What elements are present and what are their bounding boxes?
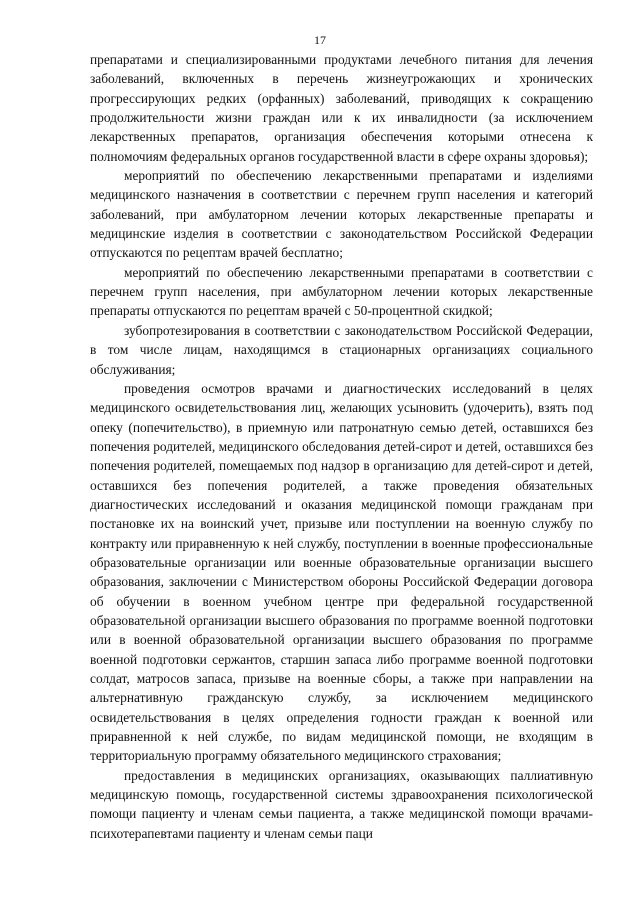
paragraph-palliative-care: предоставления в медицинских организациях, оказывающих паллиативную медицинскую помощь, государственной системы здравоохранения психологической помощи пациенту и членам семьи пациента, а также медицинской помощи врачами-психотерапевтами пациенту и членам семьи паци xyxy=(90,767,593,841)
paragraph-dental-prosthetics: зубопротезирования в соответствии с законодательством Российской Федерации, в том числе лицам, находящимся в стационарных организациях социального обслуживания; xyxy=(90,322,593,377)
document-body xyxy=(90,50,593,843)
paragraph-medical-examinations: проведения осмотров врачами и диагностических исследований в целях медицинского освидетельствования лиц, желающих усыновить (удочерить), взять под опеку (попечительство), в приемную или патронатную семью детей, оставшихся без попечения родителей, медицинского обследования детей-сирот и детей, оставшихся без попечения родителей, помещаемых под надзор в организацию для детей-сирот и детей, оставшихся без попечения родителей, а также проведения обязательных диагностических исследований и оказания медицинской помощи гражданам при постановке их на воинский учет, призыве или поступлении на военную службу по контракту или приравненную к ней службу, поступлении в военные профессиональные образовательные организации или военные образовательные организации высшего образования, заключении с Министерством обороны Российской Федерации договора об обучении в военном учебном центре при федеральной государственной образовательной организации высшего образования по программе военной подготовки или в военной образовательной организации высшего образования по программе военной подготовки сержантов, старшин запаса либо программе военной подготовки солдат, матросов запаса, призыве на военные сборы, а также при направлении на альтернативную гражданскую службу, за исключением медицинского освидетельствования в целях определения годности граждан к военной или приравненной к ней службе, по видам медицинской помощи, не входящим в территориальную программу обязательного медицинского страхования; xyxy=(90,380,593,764)
paragraph-medicines-discount: мероприятий по обеспечению лекарственными препаратами в соответствии с перечнем групп населения, при амбулаторном лечении которых лекарственные препараты отпускаются по рецептам врачей с 50-процентной скидкой; xyxy=(90,264,593,319)
paragraph-continuation: препаратами и специализированными продуктами лечебного питания для лечения заболеваний, включенных в перечень жизнеугрожающих и хронических прогрессирующих редких (орфанных) заболеваний, приводящих к сокращению продолжительности жизни граждан или к их инвалидности (за исключением лекарственных препаратов, организация обеспечения которыми отнесена к полномочиям федеральных органов государственной власти в сфере охраны здоровья); xyxy=(90,52,593,164)
paragraph-medicines-free: мероприятий по обеспечению лекарственными препаратами и изделиями медицинского назначения в соответствии с перечнем групп населения и категорий заболеваний, при амбулаторном лечении которых лекарственные препараты и медицинские изделия в соответствии с законодательством Российской Федерации отпускаются по рецептам врачей бесплатно; xyxy=(90,168,593,261)
page-number: 17 xyxy=(314,33,326,47)
